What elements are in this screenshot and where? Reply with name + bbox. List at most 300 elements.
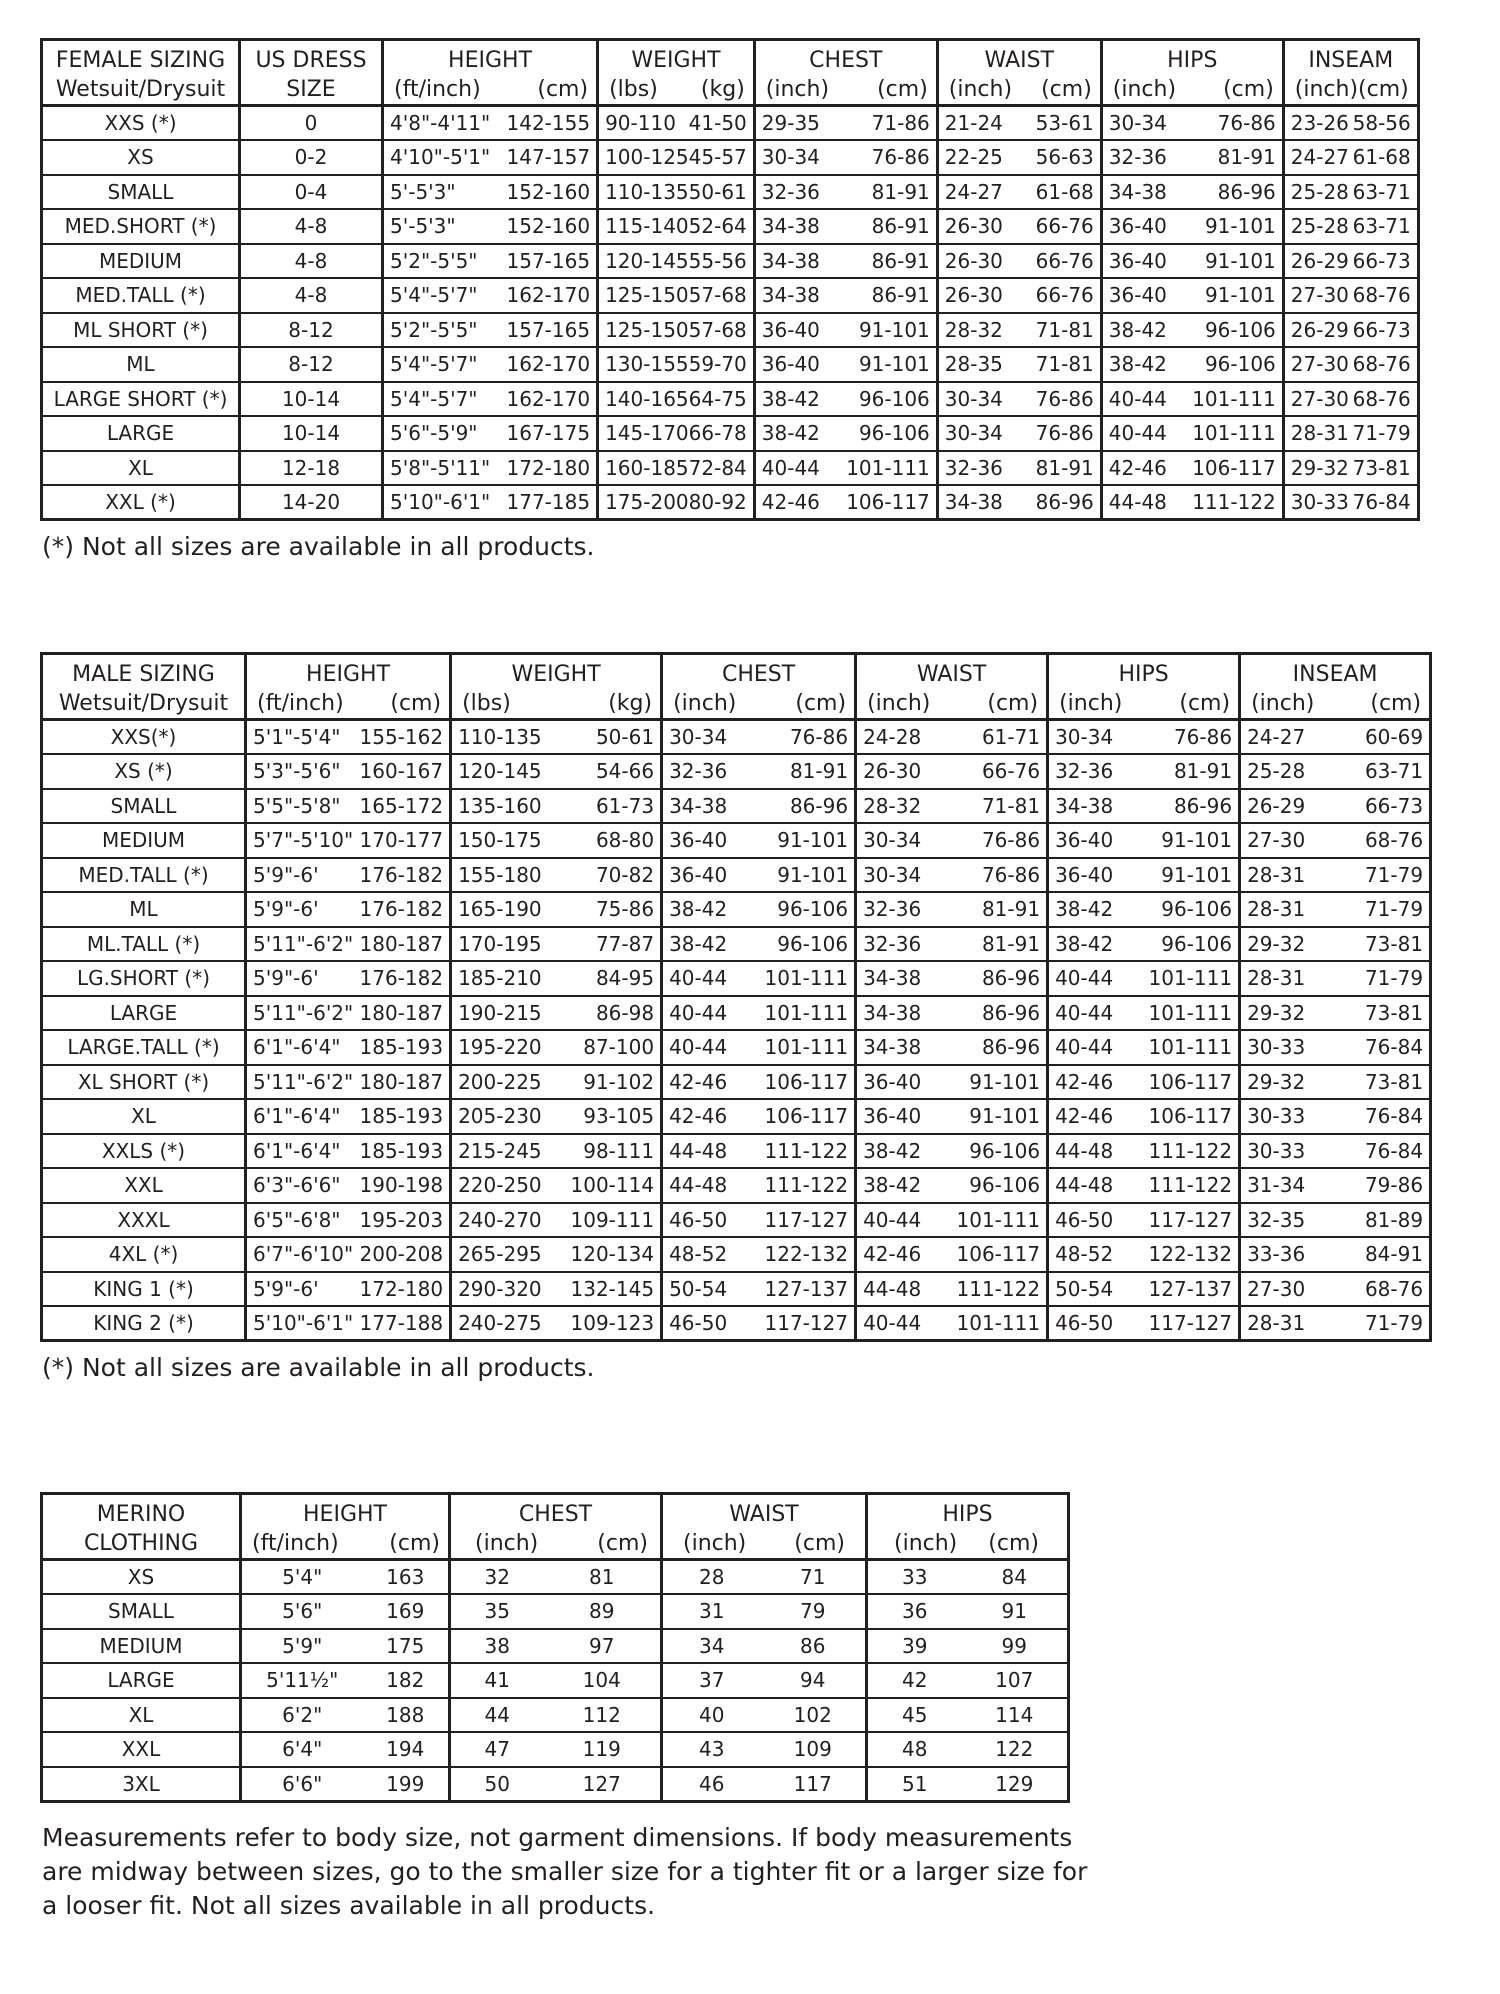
- table-cell: LARGE: [42, 996, 246, 1031]
- table-cell: 91-101: [944, 1065, 1048, 1100]
- table-row: [42, 416, 1419, 451]
- male-header-inseam: [1240, 654, 1431, 720]
- table-cell: 71-86: [836, 106, 937, 141]
- table-row: [42, 175, 1419, 210]
- table-cell: 163: [363, 1560, 450, 1595]
- merino-header-height: [241, 1494, 450, 1560]
- table-row: [42, 1099, 1431, 1134]
- table-cell: MED.TALL (*): [42, 858, 246, 893]
- female-header-row: [42, 40, 1419, 106]
- table-cell: 91-101: [1187, 244, 1283, 279]
- table-cell: 84-95: [559, 961, 662, 996]
- table-cell: 48-52: [662, 1237, 750, 1272]
- table-row: [42, 996, 1431, 1031]
- table-cell: 5'9"-6': [246, 961, 360, 996]
- table-cell: 10-14: [240, 416, 383, 451]
- table-cell: 71-79: [1328, 892, 1431, 927]
- table-cell: 6'1"-6'4": [246, 1030, 360, 1065]
- female-header-weight: [598, 40, 755, 106]
- table-cell: 93-105: [559, 1099, 662, 1134]
- table-cell: 5'4"-5'7": [383, 382, 507, 417]
- table-cell: 30-34: [856, 823, 944, 858]
- header-unit: (inch): [683, 1530, 747, 1556]
- table-row: [42, 720, 1431, 755]
- table-cell: 176-182: [360, 961, 451, 996]
- table-cell: 36: [867, 1594, 962, 1629]
- table-cell: 30-34: [662, 720, 750, 755]
- table-cell: 135-160: [451, 789, 559, 824]
- table-cell: 66-73: [1352, 244, 1418, 279]
- table-cell: 101-111: [1136, 961, 1240, 996]
- table-cell: 34-38: [856, 996, 944, 1031]
- table-cell: 5'-5'3": [383, 209, 507, 244]
- table-cell: 130-155: [598, 347, 689, 382]
- header-title: WAIST: [984, 48, 1055, 73]
- table-cell: 66-76: [944, 754, 1048, 789]
- table-cell: 50: [484, 1771, 510, 1796]
- table-cell: 86-98: [559, 996, 662, 1031]
- table-cell: 84-91: [1328, 1237, 1431, 1272]
- header-unit: (lbs): [462, 690, 511, 716]
- table-cell: 106-117: [1136, 1099, 1240, 1134]
- table-cell: 91-102: [559, 1065, 662, 1100]
- table-cell: 25-28: [1283, 175, 1351, 210]
- table-cell: 4-8: [240, 209, 383, 244]
- table-cell: 5'2"-5'5": [383, 244, 507, 279]
- table-cell: 27-30: [1283, 347, 1351, 382]
- table-cell: 200-208: [360, 1237, 451, 1272]
- table-cell: 5'6"-5'9": [383, 416, 507, 451]
- table-cell: 30-33: [1240, 1099, 1328, 1134]
- table-cell: 32-35: [1240, 1203, 1328, 1238]
- table-cell: 36-40: [754, 313, 836, 348]
- table-cell: 73-81: [1328, 927, 1431, 962]
- table-cell: 34-38: [1048, 789, 1136, 824]
- table-cell: 5'9": [241, 1629, 363, 1664]
- table-cell: 28-31: [1247, 1311, 1306, 1336]
- table-cell: 81-91: [750, 754, 856, 789]
- table-cell: 42-46: [856, 1237, 944, 1272]
- table-cell: 127-137: [1136, 1272, 1240, 1307]
- table-cell: 35: [450, 1594, 544, 1629]
- table-cell: 6'1"-6'4": [246, 1099, 360, 1134]
- header-unit: (inch): [867, 690, 931, 716]
- header-unit: (cm): [1370, 690, 1422, 716]
- female-header-dress: [240, 40, 383, 106]
- male-header-chest: [662, 654, 856, 720]
- table-cell: 70-82: [559, 858, 662, 893]
- table-cell: 40-44: [662, 961, 750, 996]
- header-title: HIPS: [942, 1502, 993, 1527]
- table-cell: 32-36: [662, 754, 750, 789]
- table-cell: 76-86: [944, 823, 1048, 858]
- table-cell: 106-117: [750, 1065, 856, 1100]
- table-cell: 61-68: [1352, 140, 1418, 175]
- table-cell: 122-132: [1136, 1237, 1240, 1272]
- table-row: [42, 1134, 1431, 1169]
- header-title: CHEST: [518, 1502, 593, 1527]
- table-cell: 58-56: [1352, 106, 1418, 141]
- header-title: CHEST: [721, 662, 796, 687]
- table-cell: 71-81: [1020, 347, 1101, 382]
- table-cell: 26-29: [1283, 313, 1351, 348]
- table-cell: 81: [544, 1560, 662, 1595]
- table-cell: 101-111: [836, 451, 937, 486]
- header-unit: (kg): [700, 76, 745, 102]
- table-cell: 240-275: [458, 1311, 542, 1336]
- table-cell: 101-111: [750, 996, 856, 1031]
- table-cell: 117-127: [750, 1306, 856, 1341]
- table-cell: 150-175: [451, 823, 559, 858]
- table-cell: 36-40: [1048, 858, 1136, 893]
- table-cell: 47: [450, 1732, 544, 1767]
- table-cell: 162-170: [507, 382, 598, 417]
- table-cell: 86-96: [1020, 485, 1101, 520]
- table-cell: SMALL: [42, 1594, 241, 1629]
- table-cell: 5'4": [241, 1560, 363, 1595]
- table-cell: 195-220: [451, 1030, 559, 1065]
- table-cell: 129: [995, 1771, 1034, 1796]
- header-title: INSEAM: [1292, 662, 1378, 687]
- table-cell: MEDIUM: [42, 1629, 241, 1664]
- table-cell: 38-42: [662, 892, 750, 927]
- table-cell: 32-36: [856, 892, 944, 927]
- table-cell: 29-32: [1283, 451, 1351, 486]
- table-cell: 23-26: [1283, 106, 1351, 141]
- table-cell: 86-91: [836, 244, 937, 279]
- table-cell: XXS (*): [42, 106, 240, 141]
- table-cell: 240-270: [451, 1203, 559, 1238]
- header-title: HEIGHT: [306, 662, 391, 687]
- table-cell: 98-111: [559, 1134, 662, 1169]
- header-unit: (cm): [877, 76, 928, 102]
- table-cell: 81-91: [836, 175, 937, 210]
- table-cell: XXL (*): [42, 485, 240, 520]
- table-cell: 109-111: [559, 1203, 662, 1238]
- table-cell: 5'9"-6': [246, 1272, 360, 1307]
- table-cell: KING 1 (*): [42, 1272, 246, 1307]
- table-cell: 24-27: [1283, 140, 1351, 175]
- table-cell: 73-81: [1352, 451, 1418, 486]
- table-row: [42, 106, 1419, 141]
- table-cell: 40-44: [856, 1203, 944, 1238]
- table-cell: 44-48: [662, 1134, 750, 1169]
- table-cell: XL SHORT (*): [42, 1065, 246, 1100]
- table-cell: 167-175: [507, 416, 598, 451]
- table-cell: 86-96: [944, 961, 1048, 996]
- male-header-weight: [451, 654, 662, 720]
- table-cell: 33: [867, 1560, 962, 1595]
- header-unit: (cm): [794, 1530, 845, 1556]
- table-cell: 142-155: [507, 106, 598, 141]
- table-cell: 86-96: [1187, 175, 1283, 210]
- table-cell: 25-28: [1283, 209, 1351, 244]
- table-cell: 91-101: [1136, 858, 1240, 893]
- table-cell: 185-193: [360, 1134, 451, 1169]
- table-cell: 71-81: [944, 789, 1048, 824]
- table-cell: 34-38: [662, 789, 750, 824]
- table-cell: 34-38: [1101, 175, 1187, 210]
- table-cell: 5'10"-6'1": [390, 490, 491, 515]
- table-cell: 185-210: [451, 961, 559, 996]
- table-cell: 27-30: [1283, 278, 1351, 313]
- table-cell: 5'-5'3": [383, 175, 507, 210]
- male-table-body: [42, 720, 1431, 1341]
- table-cell: 4XL (*): [42, 1237, 246, 1272]
- table-cell: MED.TALL (*): [42, 278, 240, 313]
- header-title: HIPS: [1167, 48, 1218, 73]
- table-cell: 96-106: [1187, 347, 1283, 382]
- table-cell: 5'11½": [241, 1663, 363, 1698]
- table-cell: 66-76: [1020, 244, 1101, 279]
- table-cell: 265-295: [451, 1237, 559, 1272]
- table-cell: 152-160: [507, 175, 598, 210]
- table-cell: 40-44: [1101, 416, 1187, 451]
- header-unit: (cm): [1179, 690, 1231, 716]
- table-cell: 36-40: [856, 1065, 944, 1100]
- table-cell: 26-29: [1283, 244, 1351, 279]
- table-row: [42, 1698, 1069, 1733]
- table-cell: 170-177: [360, 823, 451, 858]
- table-cell: LARGE SHORT (*): [42, 382, 240, 417]
- merino-header-clothing: [42, 1494, 241, 1560]
- female-footnote: (*) Not all sizes are available in all products.: [42, 532, 595, 562]
- table-cell: 111-122: [1136, 1134, 1240, 1169]
- table-cell: 76-86: [1020, 382, 1101, 417]
- table-cell: 96-106: [836, 416, 937, 451]
- table-cell: 66-73: [1328, 789, 1431, 824]
- table-cell: 71-79: [1328, 961, 1431, 996]
- table-cell: 36-40: [662, 823, 750, 858]
- table-cell: 86-96: [944, 996, 1048, 1031]
- table-cell: 40: [662, 1698, 761, 1733]
- table-cell: 29-32: [1240, 1065, 1328, 1100]
- table-cell: 71-79: [1364, 1311, 1424, 1336]
- table-row: [42, 382, 1419, 417]
- table-cell: 5'6": [241, 1594, 363, 1629]
- table-cell: 165-190: [451, 892, 559, 927]
- table-cell: 34-38: [754, 278, 836, 313]
- table-cell: 44-48: [1108, 490, 1167, 515]
- header-title: WAIST: [729, 1502, 799, 1527]
- table-cell: 4'10"-5'1": [383, 140, 507, 175]
- header-title: MERINO: [96, 1502, 186, 1527]
- header-unit: (inch): [894, 1530, 958, 1556]
- table-cell: 50-54: [662, 1272, 750, 1307]
- table-cell: 40-44: [1048, 996, 1136, 1031]
- table-cell: 26-30: [937, 244, 1020, 279]
- table-cell: 94: [761, 1663, 867, 1698]
- table-cell: 117-127: [750, 1203, 856, 1238]
- table-cell: 27-30: [1283, 382, 1351, 417]
- table-cell: 46-50: [669, 1311, 728, 1336]
- table-cell: 114: [962, 1698, 1069, 1733]
- table-cell: ML.TALL (*): [42, 927, 246, 962]
- table-cell: 112: [544, 1698, 662, 1733]
- table-cell: 32-36: [1101, 140, 1187, 175]
- table-cell: 29-32: [1240, 996, 1328, 1031]
- header-title: WEIGHT: [631, 48, 721, 73]
- table-cell: 38-42: [1048, 892, 1136, 927]
- header-subtitle: Wetsuit/Drysuit: [55, 76, 226, 102]
- table-cell: 109: [761, 1732, 867, 1767]
- table-cell: LG.SHORT (*): [42, 961, 246, 996]
- table-cell: 117-127: [1136, 1203, 1240, 1238]
- table-cell: 42-46: [662, 1099, 750, 1134]
- table-cell: 91-101: [1187, 278, 1283, 313]
- table-cell: 68-76: [1328, 823, 1431, 858]
- table-cell: 32-36: [937, 451, 1020, 486]
- table-cell: 45-57: [689, 140, 755, 175]
- table-cell: 157-165: [507, 313, 598, 348]
- table-cell: 96-106: [1136, 892, 1240, 927]
- header-title: INSEAM: [1308, 48, 1394, 73]
- table-cell: 76-84: [1328, 1030, 1431, 1065]
- male-header-height: [246, 654, 451, 720]
- table-cell: 38-42: [662, 927, 750, 962]
- table-cell: 53-61: [1020, 106, 1101, 141]
- table-cell: 125-150: [598, 278, 689, 313]
- table-cell: 44-48: [1048, 1168, 1136, 1203]
- table-cell: 145-170: [598, 416, 689, 451]
- table-row: [42, 927, 1431, 962]
- table-cell: XXL: [42, 1732, 241, 1767]
- table-cell: 10-14: [240, 382, 383, 417]
- table-cell: 180-187: [360, 996, 451, 1031]
- table-cell: 42-46: [1048, 1099, 1136, 1134]
- table-cell: 68-80: [559, 823, 662, 858]
- table-cell: 195-203: [360, 1203, 451, 1238]
- female-sizing-table: [40, 38, 1420, 521]
- table-cell: 101-111: [750, 961, 856, 996]
- table-cell: 0: [240, 106, 383, 141]
- table-cell: 32-36: [754, 175, 836, 210]
- table-cell: 66-73: [1352, 313, 1418, 348]
- table-cell: 81-91: [944, 927, 1048, 962]
- table-cell: 90-110: [598, 106, 689, 141]
- table-cell: 215-245: [451, 1134, 559, 1169]
- table-cell: 30-34: [937, 382, 1020, 417]
- table-cell: 199: [363, 1767, 450, 1802]
- table-cell: 30-33: [1240, 1134, 1328, 1169]
- table-cell: XL: [42, 1099, 246, 1134]
- table-cell: 172-180: [360, 1272, 451, 1307]
- female-header-sizing: [42, 40, 240, 106]
- table-cell: 110-135: [451, 720, 559, 755]
- table-cell: 162-170: [507, 278, 598, 313]
- header-unit: (cm): [987, 690, 1039, 716]
- table-cell: 40-44: [1048, 961, 1136, 996]
- table-cell: 66-76: [1020, 278, 1101, 313]
- table-cell: 25-28: [1240, 754, 1328, 789]
- table-cell: 64-75: [689, 382, 755, 417]
- table-cell: LARGE.TALL (*): [42, 1030, 246, 1065]
- table-cell: 43: [662, 1732, 761, 1767]
- table-row: [42, 789, 1431, 824]
- table-cell: 42-46: [1048, 1065, 1136, 1100]
- table-cell: XXLS (*): [42, 1134, 246, 1169]
- table-cell: 104: [544, 1663, 662, 1698]
- table-cell: 71: [761, 1560, 867, 1595]
- header-title: HEIGHT: [448, 48, 533, 73]
- table-cell: 200-225: [451, 1065, 559, 1100]
- table-row: [42, 313, 1419, 348]
- header-unit: (inch): [673, 690, 737, 716]
- table-cell: 5'1"-5'4": [246, 720, 360, 755]
- table-cell: 175: [363, 1629, 450, 1664]
- table-cell: 106-117: [1187, 451, 1283, 486]
- table-row: [42, 1594, 1069, 1629]
- table-cell: 6'4": [241, 1732, 363, 1767]
- table-cell: MEDIUM: [42, 244, 240, 279]
- table-cell: MED.SHORT (*): [42, 209, 240, 244]
- header-unit: (cm): [795, 690, 847, 716]
- table-cell: 101-111: [944, 1306, 1048, 1341]
- header-unit: (inch): [948, 76, 1013, 102]
- table-cell: 91-101: [750, 823, 856, 858]
- table-cell: 6'1"-6'4": [246, 1134, 360, 1169]
- table-cell: 48-52: [1048, 1237, 1136, 1272]
- table-cell: 194: [363, 1732, 450, 1767]
- header-unit: (cm): [537, 76, 589, 102]
- header-unit: (kg): [608, 690, 653, 716]
- table-cell: 63-71: [1328, 754, 1431, 789]
- header-unit: (cm): [597, 1530, 648, 1556]
- table-cell: 72-84: [689, 451, 755, 486]
- table-cell: 76-86: [836, 140, 937, 175]
- header-title: HEIGHT: [303, 1502, 387, 1527]
- table-cell: LARGE: [42, 416, 240, 451]
- female-header-chest: [754, 40, 937, 106]
- table-cell: 34-38: [856, 961, 944, 996]
- table-row: [42, 1767, 1069, 1802]
- table-cell: 54-66: [559, 754, 662, 789]
- table-cell: 40-44: [1101, 382, 1187, 417]
- header-title: WEIGHT: [511, 662, 601, 687]
- table-cell: 36-40: [1101, 209, 1187, 244]
- table-cell: 30-34: [856, 858, 944, 893]
- table-cell: 71-81: [1020, 313, 1101, 348]
- table-cell: 60-69: [1328, 720, 1431, 755]
- table-row: [42, 1663, 1069, 1698]
- table-cell: 38-42: [856, 1134, 944, 1169]
- table-cell: 26-30: [856, 754, 944, 789]
- table-cell: 44: [450, 1698, 544, 1733]
- female-header-waist: [937, 40, 1101, 106]
- table-cell: 40-44: [754, 451, 836, 486]
- table-cell: 96-106: [1136, 927, 1240, 962]
- table-cell: 188: [363, 1698, 450, 1733]
- table-cell: 205-230: [451, 1099, 559, 1134]
- header-title: CHEST: [809, 48, 883, 73]
- table-cell: 220-250: [451, 1168, 559, 1203]
- table-cell: 180-187: [360, 1065, 451, 1100]
- table-cell: KING 2 (*): [42, 1306, 246, 1341]
- table-cell: 36-40: [1048, 823, 1136, 858]
- table-cell: 38: [450, 1629, 544, 1664]
- measurement-note: Measurements refer to body size, not garment dimensions. If body measurements are midway between sizes, go to the smaller size for a tighter fit or a larger size for a looser fit. Not all sizes available in all products.: [42, 1822, 1088, 1920]
- table-cell: 119: [544, 1732, 662, 1767]
- table-cell: 30-33: [1240, 1030, 1328, 1065]
- table-cell: 96-106: [1187, 313, 1283, 348]
- table-cell: 185-193: [360, 1030, 451, 1065]
- header-unit: (inch): [1251, 690, 1315, 716]
- table-cell: 190-198: [360, 1168, 451, 1203]
- table-cell: 38-42: [754, 382, 836, 417]
- table-cell: 51: [902, 1771, 928, 1796]
- table-cell: 6'6": [282, 1771, 323, 1796]
- table-cell: 44-48: [1048, 1134, 1136, 1169]
